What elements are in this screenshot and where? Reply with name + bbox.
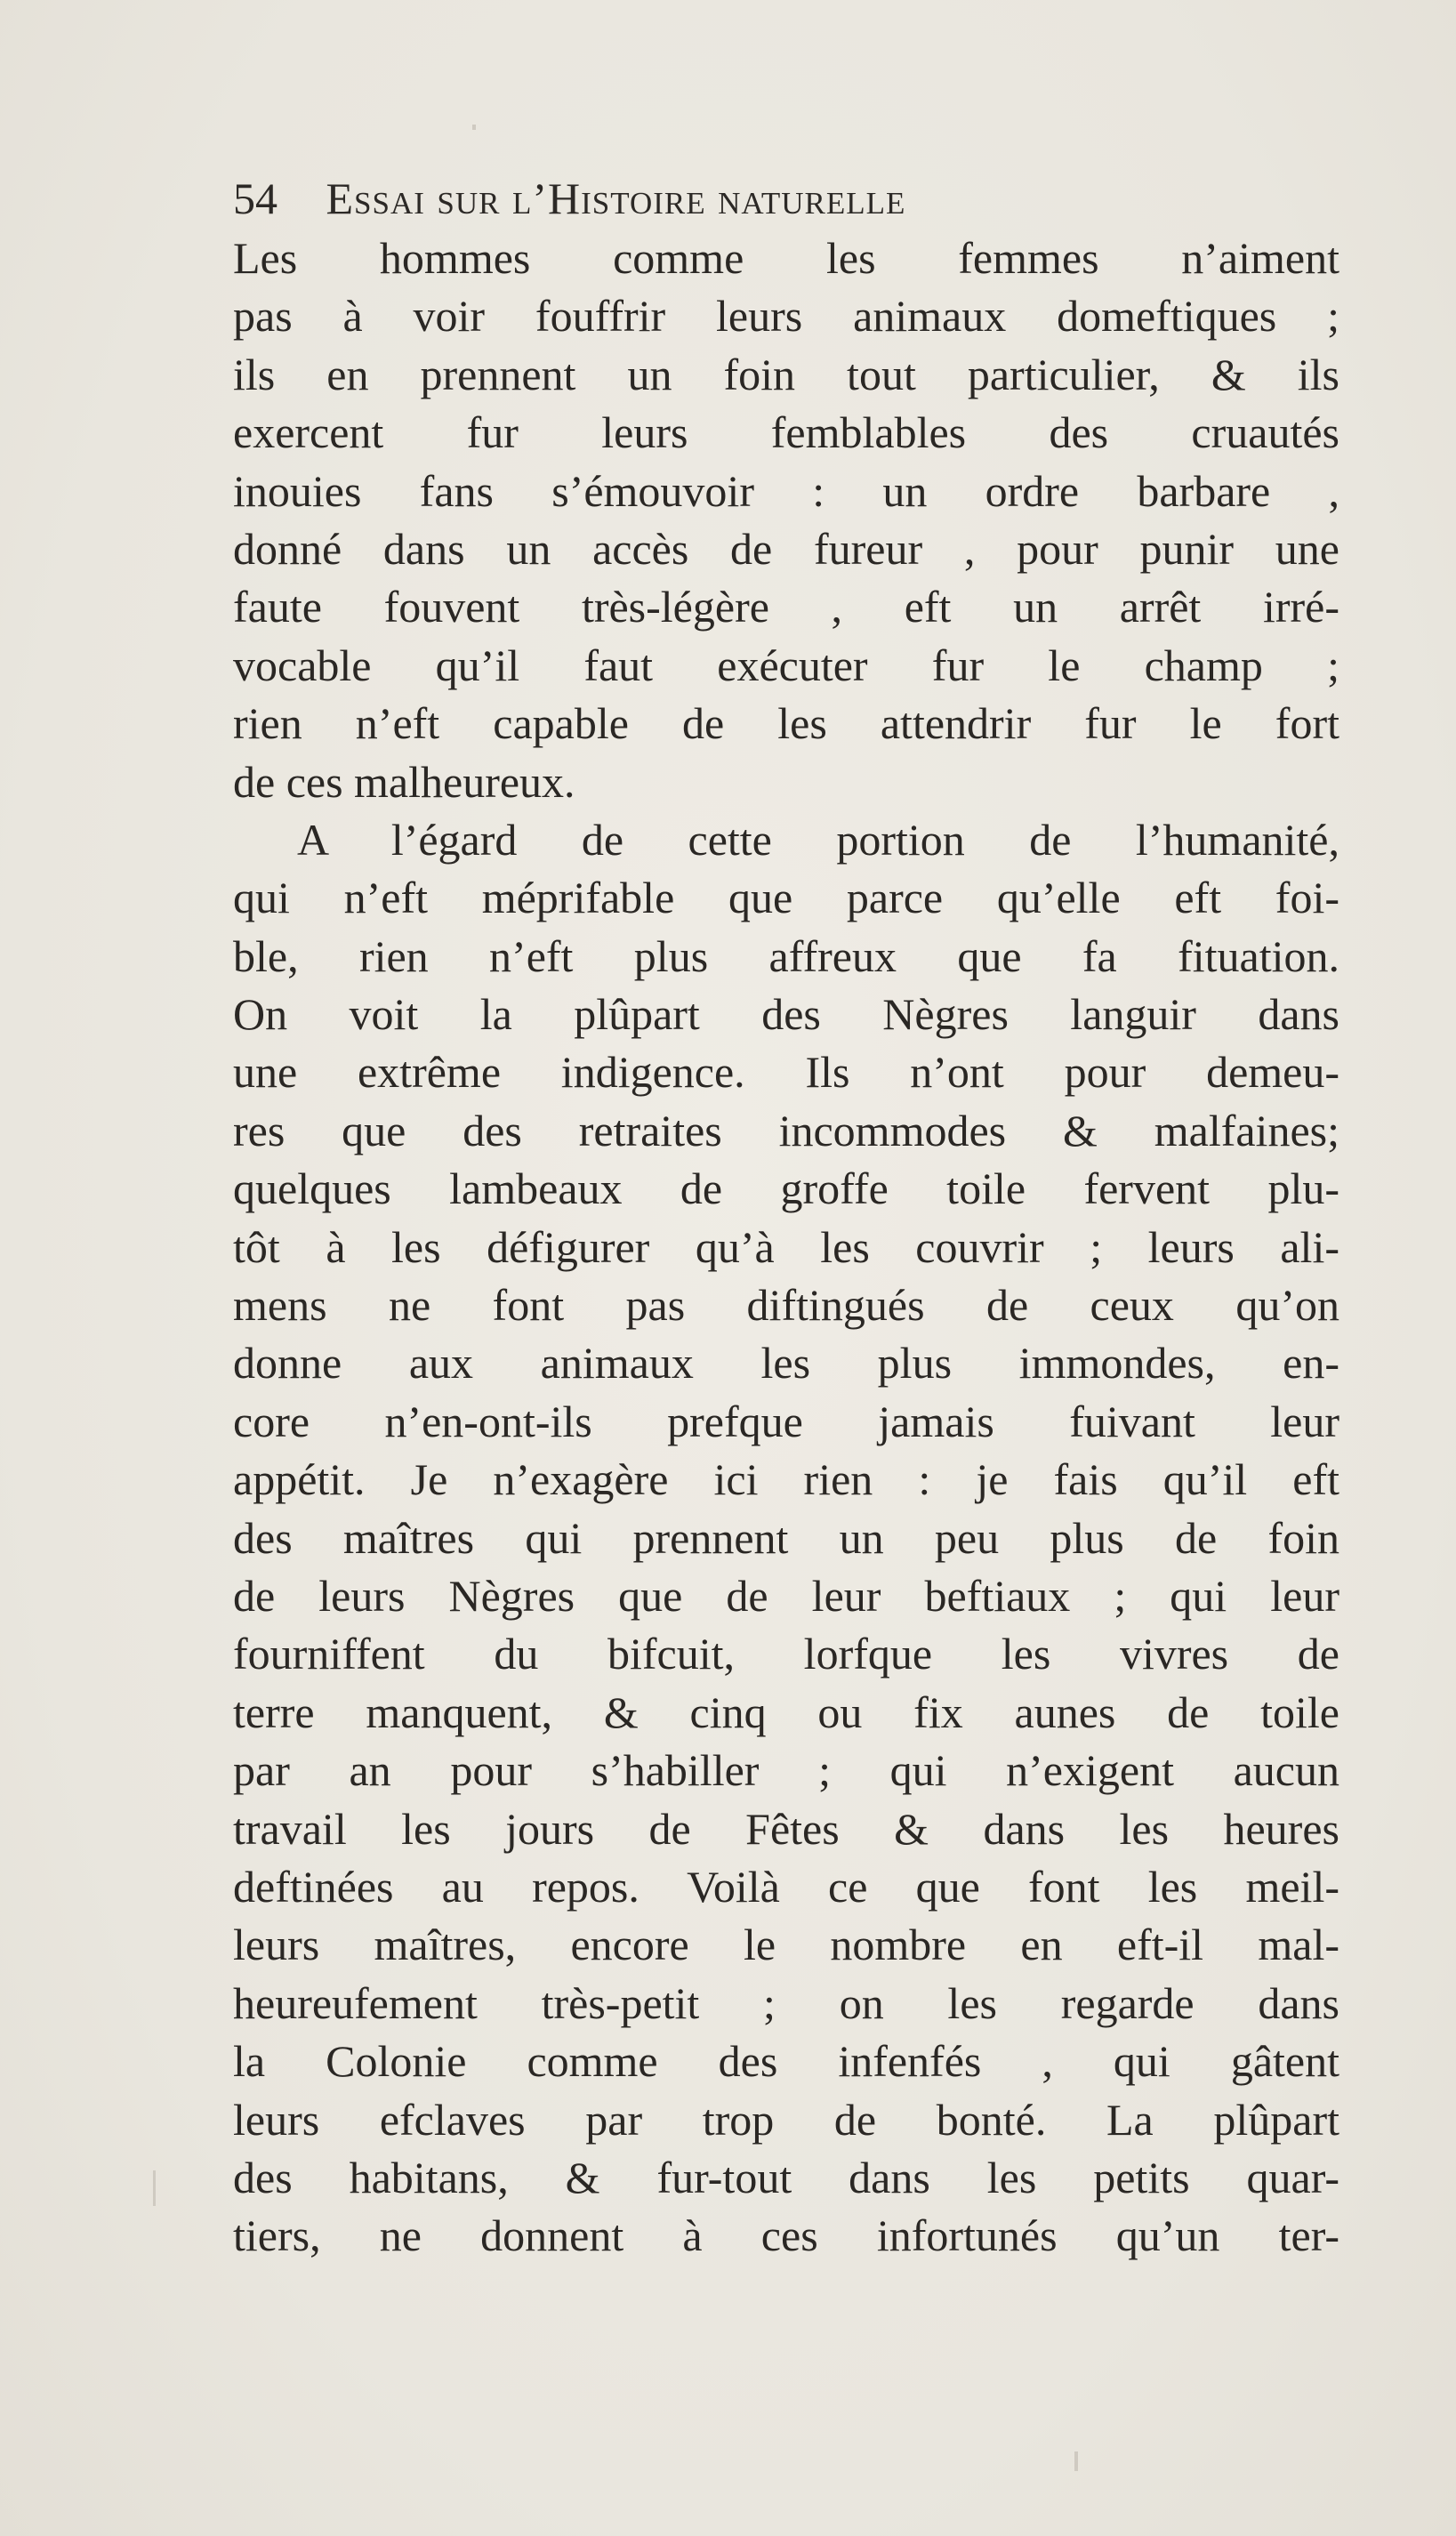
body-text bbox=[233, 229, 1339, 2266]
text-line: qui n’eft méprifable que parce qu’elle eft foi- bbox=[233, 873, 1339, 923]
text-line: ils en prennent un foin tout particulier, & ils bbox=[233, 349, 1339, 399]
text-line: la Colonie comme des infenfés , qui gâtent bbox=[233, 2036, 1339, 2087]
paper-speck bbox=[1074, 2451, 1078, 2471]
text-line: des maîtres qui prennent un peu plus de foin bbox=[233, 1512, 1339, 1563]
text-line: tiers, ne donnent à ces infortunés qu’un ter- bbox=[233, 2210, 1339, 2261]
text-line: On voit la plûpart des Nègres languir dans bbox=[233, 989, 1339, 1040]
text-line: terre manquent, & cinq ou fix aunes de toile bbox=[233, 1687, 1339, 1737]
text-line: mens ne font pas diftingués de ceux qu’on bbox=[233, 1280, 1339, 1331]
text-line: inouies fans s’émouvoir : un ordre barbare , bbox=[233, 465, 1339, 516]
text-line: tôt à les défigurer qu’à les couvrir ; leurs ali- bbox=[233, 1221, 1339, 1272]
text-line: res que des retraites incommodes & malfaines; bbox=[233, 1105, 1339, 1155]
text-line: core n’en-ont-ils prefque jamais fuivant leur bbox=[233, 1396, 1339, 1446]
text-line: par an pour s’habiller ; qui n’exigent aucun bbox=[233, 1745, 1339, 1796]
text-line: deftinées au repos. Voilà ce que font les meil- bbox=[233, 1861, 1339, 1912]
text-line: travail les jours de Fêtes & dans les heures bbox=[233, 1803, 1339, 1854]
text-line: quelques lambeaux de groffe toile fervent plu- bbox=[233, 1163, 1339, 1214]
text-line: de leurs Nègres que de leur beftiaux ; qui leur bbox=[233, 1570, 1339, 1621]
text-line: rien n’eft capable de les attendrir fur le fort bbox=[233, 698, 1339, 749]
text-line: exercent fur leurs femblables des cruautés bbox=[233, 407, 1339, 458]
text-line: ble, rien n’eft plus affreux que fa fituation. bbox=[233, 930, 1339, 981]
text-line: leurs efclaves par trop de bonté. La plûpart bbox=[233, 2094, 1339, 2145]
paper-speck bbox=[472, 125, 476, 130]
text-line: heureufement très-petit ; on les regarde dans bbox=[233, 1977, 1339, 2028]
text-line: de ces malheureux. bbox=[233, 756, 575, 807]
text-line: des habitans, & fur-tout dans les petits quar- bbox=[233, 2152, 1339, 2202]
page-number: 54 bbox=[233, 173, 278, 223]
running-header bbox=[233, 167, 1211, 229]
text-line: une extrême indigence. Ils n’ont pour demeu- bbox=[233, 1047, 1339, 1098]
text-line: appétit. Je n’exagère ici rien : je fais qu’il eft bbox=[233, 1454, 1339, 1505]
text-line: fourniffent du bifcuit, lorfque les vivres de bbox=[233, 1629, 1339, 1679]
text-line: donné dans un accès de fureur , pour punir une bbox=[233, 523, 1339, 574]
paper-speck bbox=[153, 2170, 156, 2206]
text-line: donne aux animaux les plus immondes, en- bbox=[233, 1338, 1339, 1389]
text-line: faute fouvent très-légère , eft un arrêt irré- bbox=[233, 582, 1339, 632]
running-title: Essai sur l’Histoire naturelle bbox=[326, 173, 906, 223]
text-line: vocable qu’il faut exécuter fur le champ ; bbox=[233, 640, 1339, 690]
text-line: pas à voir fouffrir leurs animaux domeftiques ; bbox=[233, 291, 1339, 342]
text-line: Les hommes comme les femmes n’aiment bbox=[233, 233, 1339, 283]
text-line: A l’égard de cette portion de l’humanité, bbox=[297, 814, 1339, 865]
text-line: leurs maîtres, encore le nombre en eft-il mal- bbox=[233, 1920, 1339, 1970]
